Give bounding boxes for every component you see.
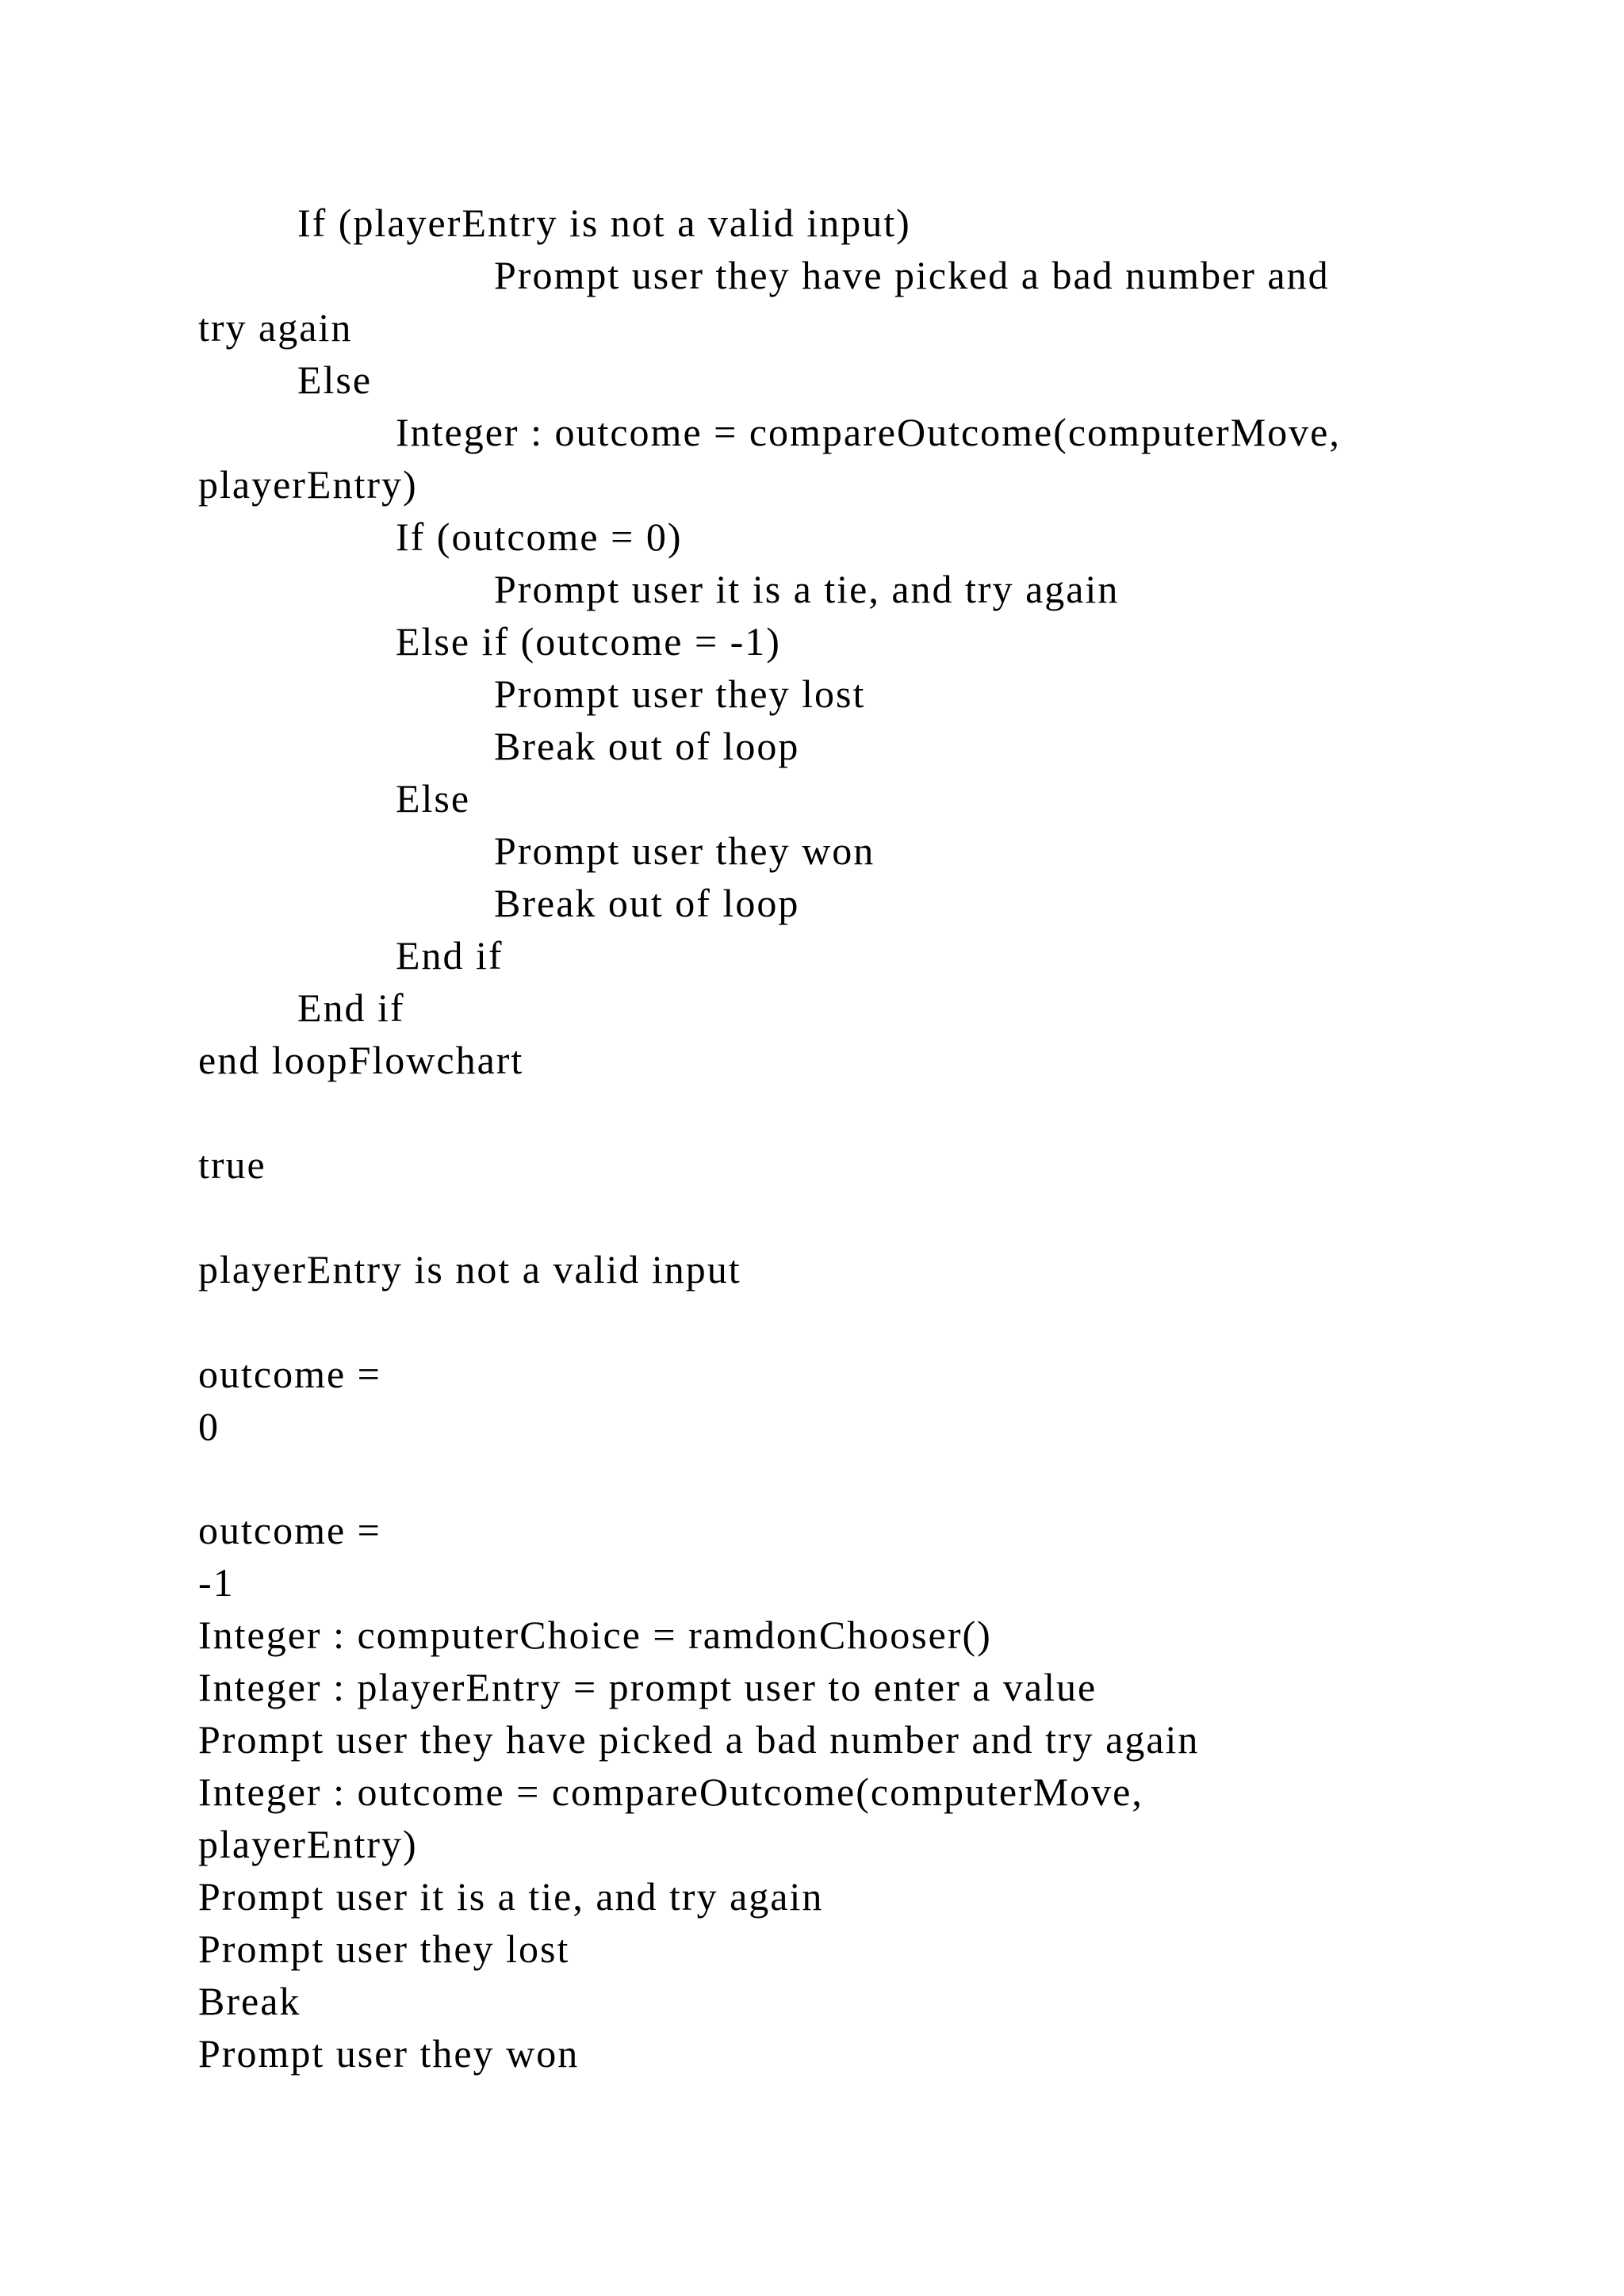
pseudocode-line: Else if (outcome = -1) (396, 619, 781, 664)
flowchart-label: Break (198, 1979, 301, 2023)
flowchart-label: playerEntry is not a valid input (198, 1247, 741, 1292)
flowchart-label: 0 (198, 1404, 220, 1448)
flowchart-label: Prompt user they have picked a bad number and try again (198, 1717, 1200, 1762)
pseudocode-line: Integer : outcome = compareOutcome(computerMove, (396, 410, 1341, 454)
flowchart-label: playerEntry) (198, 1822, 418, 1866)
flowchart-label: Prompt user they lost (198, 1927, 570, 1971)
pseudocode-line: If (playerEntry is not a valid input) (297, 201, 911, 245)
pseudocode-line: playerEntry) (198, 462, 418, 507)
flowchart-label: Integer : playerEntry = prompt user to enter a value (198, 1665, 1097, 1709)
flowchart-label: outcome = (198, 1508, 381, 1552)
flowchart-label: Integer : outcome = compareOutcome(computerMove, (198, 1770, 1143, 1814)
flowchart-label: Integer : computerChoice = ramdonChooser() (198, 1613, 992, 1657)
pseudocode-line: Prompt user it is a tie, and try again (494, 567, 1120, 611)
pseudocode-line: Prompt user they won (494, 828, 875, 873)
pseudocode-line: Prompt user they lost (494, 672, 866, 716)
pseudocode-line: end loopFlowchart (198, 1038, 524, 1082)
pseudocode-line: Break out of loop (494, 724, 800, 768)
flowchart-label: Prompt user it is a tie, and try again (198, 1874, 824, 1919)
pseudocode-line: try again (198, 305, 353, 350)
pseudocode-line: Break out of loop (494, 881, 800, 925)
flowchart-label: -1 (198, 1560, 235, 1605)
pseudocode-line: If (outcome = 0) (396, 515, 683, 559)
pseudocode-line: End if (396, 933, 504, 978)
flowchart-label: Prompt user they won (198, 2031, 580, 2076)
pseudocode-line: Else (396, 776, 471, 821)
flowchart-label: true (198, 1142, 266, 1187)
pseudocode-line: Else (297, 358, 373, 402)
pseudocode-line: Prompt user they have picked a bad number and (494, 253, 1330, 297)
flowchart-label: outcome = (198, 1352, 381, 1396)
pseudocode-line: End if (297, 985, 405, 1030)
